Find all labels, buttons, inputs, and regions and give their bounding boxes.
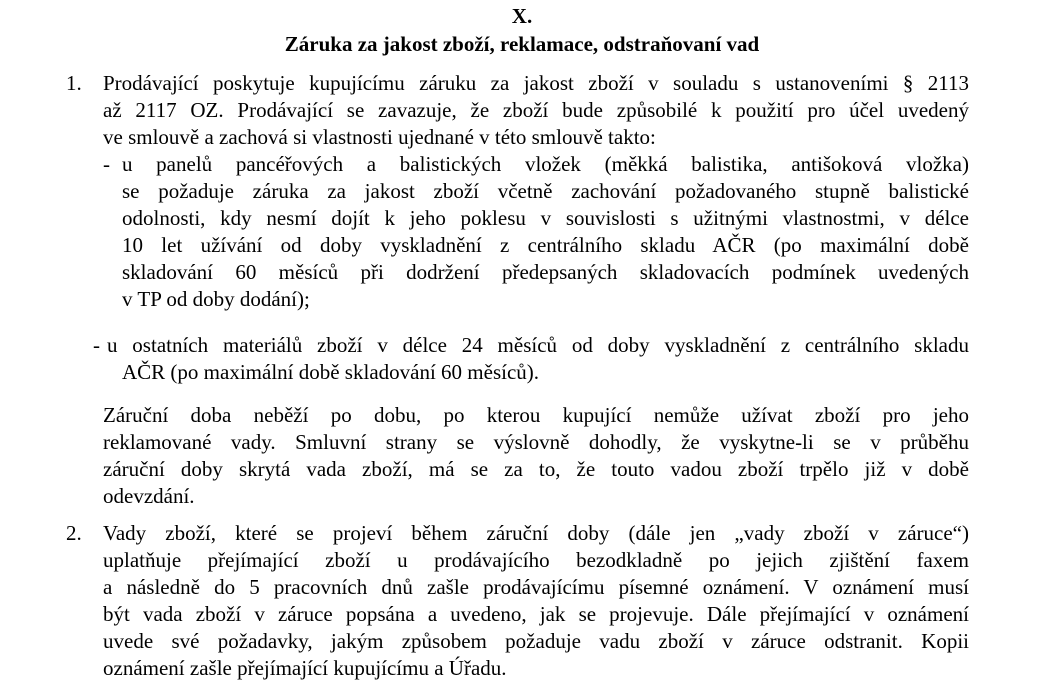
item-line: až 2117 OZ. Prodávající se zavazuje, že zboží bude způsobilé k použití pro účel uvedený (103, 98, 969, 122)
paragraph-line: záruční doby skrytá vada zboží, má se za to, že touto vadou zboží trpělo již v době (103, 457, 969, 481)
item-line: oznámení zašle přejímající kupujícímu a Úřadu. (103, 656, 507, 680)
section-title: Záruka za jakost zboží, reklamace, odstraňovaní vad (284, 32, 760, 56)
bullet-line: u panelů pancéřových a balistických vložek (měkká balistika, antišoková vložka) (122, 152, 969, 176)
bullet-line: odolnosti, kdy nesmí dojít k jeho poklesu v souvislosti s užitnými vlastnostmi, v délce (122, 206, 969, 230)
item-line: uvede své požadavky, jakým způsobem požaduje vadu zboží v záruce odstranit. Kopii (103, 629, 969, 653)
bullet-line: 10 let užívání od doby vyskladnění z centrálního skladu AČR (po maximální době (122, 233, 969, 257)
bullet-dash: - (93, 333, 100, 357)
section-number: X. (511, 4, 533, 28)
bullet-line: AČR (po maximální době skladování 60 měsíců). (122, 360, 540, 384)
bullet-line: se požaduje záruka za jakost zboží včetně zachování požadovaného stupně balistické (122, 179, 969, 203)
item-line: Prodávající poskytuje kupujícímu záruku za jakost zboží v souladu s ustanoveními § 2113 (103, 71, 969, 95)
paragraph-line: odevzdání. (103, 484, 195, 508)
item-line: a následně do 5 pracovních dnů zašle prodávajícímu písemné oznámení. V oznámení musí (103, 575, 969, 599)
item-line: uplatňuje přejímající zboží u prodávajícího bezodkladně po jejich zjištění faxem (103, 548, 969, 572)
bullet-line: v TP od doby dodání); (122, 287, 310, 311)
item-line: ve smlouvě a zachová si vlastnosti ujednané v této smlouvě takto: (103, 125, 656, 149)
item-number: 2. (66, 521, 82, 545)
item-line: Vady zboží, které se projeví během záruční doby (dále jen „vady zboží v záruce“) (103, 521, 969, 545)
paragraph-line: reklamované vady. Smluvní strany se výslovně dohodly, že vyskytne-li se v průběhu (103, 430, 969, 454)
item-number: 1. (66, 71, 82, 95)
paragraph-line: Záruční doba neběží po dobu, po kterou kupující nemůže užívat zboží pro jeho (103, 403, 969, 427)
bullet-line: skladování 60 měsíců při dodržení předepsaných skladovacích podmínek uvedených (122, 260, 969, 284)
bullet-line: u ostatních materiálů zboží v délce 24 měsíců od doby vyskladnění z centrálního skladu (107, 333, 969, 357)
item-line: být vada zboží v záruce popsána a uvedeno, jak se projevuje. Dále přejímající v oznámení (103, 602, 969, 626)
bullet-dash: - (103, 152, 110, 176)
